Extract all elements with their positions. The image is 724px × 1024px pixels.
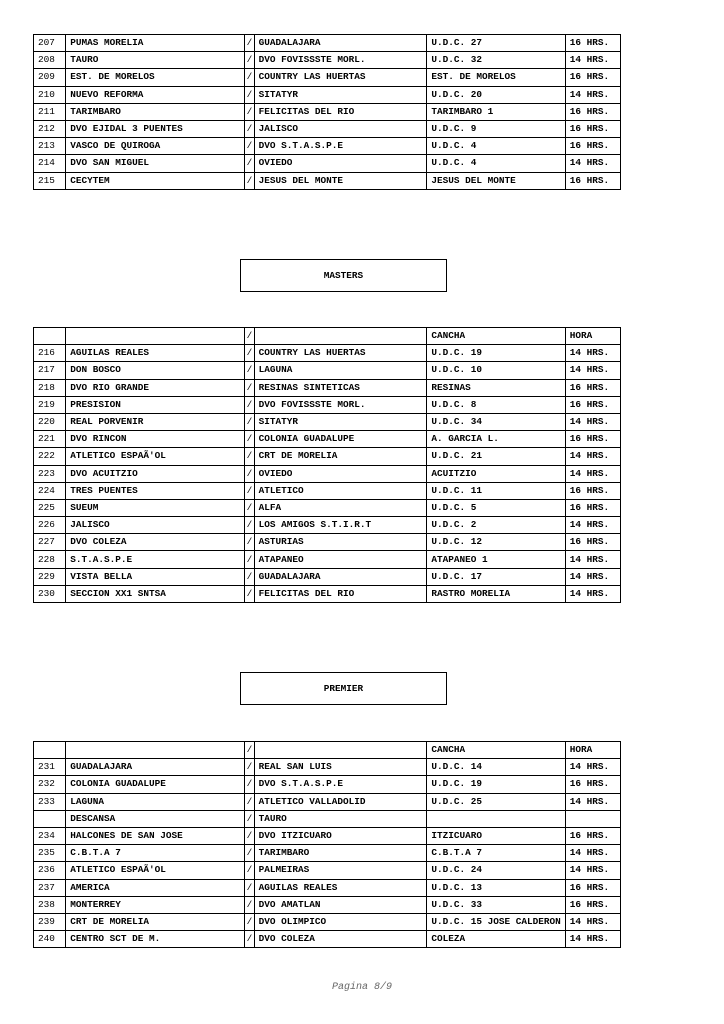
away-team-cell: DVO ITZICUARO xyxy=(254,827,427,844)
time-cell: 14 HRS. xyxy=(565,845,620,862)
venue-cell: U.D.C. 19 xyxy=(427,776,565,793)
home-team-cell: NUEVO REFORMA xyxy=(66,86,245,103)
time-cell: 14 HRS. xyxy=(565,759,620,776)
time-cell: 14 HRS. xyxy=(565,551,620,568)
home-team-cell: HALCONES DE SAN JOSE xyxy=(66,827,245,844)
match-number-cell: 211 xyxy=(34,103,66,120)
separator-cell: / xyxy=(245,913,254,930)
match-number-cell: 219 xyxy=(34,396,66,413)
home-team-cell: VASCO DE QUIROGA xyxy=(66,138,245,155)
separator-cell: / xyxy=(245,120,254,137)
home-team-cell: CRT DE MORELIA xyxy=(66,913,245,930)
home-team-cell: DVO RINCON xyxy=(66,431,245,448)
home-team-cell: COLONIA GUADALUPE xyxy=(66,776,245,793)
home-team-cell: DVO ACUITZIO xyxy=(66,465,245,482)
table-header-row xyxy=(34,742,621,759)
time-cell: 14 HRS. xyxy=(565,517,620,534)
time-cell: 14 HRS. xyxy=(565,362,620,379)
header-home-team-cell xyxy=(66,742,245,759)
time-cell: 16 HRS. xyxy=(565,69,620,86)
time-cell: 16 HRS. xyxy=(565,396,620,413)
table-row xyxy=(34,120,621,137)
time-cell: 14 HRS. xyxy=(565,86,620,103)
home-team-cell: AGUILAS REALES xyxy=(66,345,245,362)
separator-cell: / xyxy=(245,138,254,155)
header-match-number-cell xyxy=(34,742,66,759)
away-team-cell: LOS AMIGOS S.T.I.R.T xyxy=(254,517,427,534)
away-team-cell: TAURO xyxy=(254,810,427,827)
separator-cell: / xyxy=(245,362,254,379)
separator-cell: / xyxy=(245,793,254,810)
home-team-cell: CENTRO SCT DE M. xyxy=(66,931,245,948)
home-team-cell: VISTA BELLA xyxy=(66,568,245,585)
separator-cell: / xyxy=(245,759,254,776)
table-row xyxy=(34,86,621,103)
separator-cell: / xyxy=(245,862,254,879)
separator-cell: / xyxy=(245,431,254,448)
table-row xyxy=(34,879,621,896)
venue-cell: U.D.C. 12 xyxy=(427,534,565,551)
separator-cell: / xyxy=(245,517,254,534)
away-team-cell: COLONIA GUADALUPE xyxy=(254,431,427,448)
separator-cell: / xyxy=(245,172,254,189)
venue-cell: U.D.C. 25 xyxy=(427,793,565,810)
time-cell: 16 HRS. xyxy=(565,827,620,844)
table-row xyxy=(34,776,621,793)
away-team-cell: SITATYR xyxy=(254,86,427,103)
home-team-cell: AMERICA xyxy=(66,879,245,896)
header-venue-cell: CANCHA xyxy=(427,742,565,759)
header-match-number-cell xyxy=(34,328,66,345)
match-number-cell: 224 xyxy=(34,482,66,499)
header-time-cell: HORA xyxy=(565,328,620,345)
venue-cell xyxy=(427,810,565,827)
away-team-cell: DVO OLIMPICO xyxy=(254,913,427,930)
match-number-cell: 231 xyxy=(34,759,66,776)
time-cell: 16 HRS. xyxy=(565,482,620,499)
venue-cell: TARIMBARO 1 xyxy=(427,103,565,120)
away-team-cell: REAL SAN LUIS xyxy=(254,759,427,776)
table-row xyxy=(34,499,621,516)
separator-cell: / xyxy=(245,585,254,602)
table-row xyxy=(34,413,621,430)
match-number-cell: 236 xyxy=(34,862,66,879)
header-time-cell: HORA xyxy=(565,742,620,759)
table-row xyxy=(34,759,621,776)
home-team-cell: EST. DE MORELOS xyxy=(66,69,245,86)
separator-cell: / xyxy=(245,482,254,499)
time-cell: 16 HRS. xyxy=(565,379,620,396)
match-number-cell: 233 xyxy=(34,793,66,810)
home-team-cell: GUADALAJARA xyxy=(66,759,245,776)
separator-cell: / xyxy=(245,896,254,913)
table-row xyxy=(34,585,621,602)
home-team-cell: DVO SAN MIGUEL xyxy=(66,155,245,172)
table-row xyxy=(34,138,621,155)
away-team-cell: LAGUNA xyxy=(254,362,427,379)
away-team-cell: OVIEDO xyxy=(254,465,427,482)
away-team-cell: DVO FOVISSSTE MORL. xyxy=(254,52,427,69)
separator-cell: / xyxy=(245,879,254,896)
venue-cell: U.D.C. 24 xyxy=(427,862,565,879)
away-team-cell: CRT DE MORELIA xyxy=(254,448,427,465)
table-row xyxy=(34,931,621,948)
table-row xyxy=(34,534,621,551)
venue-cell: U.D.C. 32 xyxy=(427,52,565,69)
match-number-cell: 232 xyxy=(34,776,66,793)
match-number-cell: 209 xyxy=(34,69,66,86)
away-team-cell: ATAPANEO xyxy=(254,551,427,568)
match-number-cell: 237 xyxy=(34,879,66,896)
section-title-premier: PREMIER xyxy=(240,672,447,705)
table-row xyxy=(34,913,621,930)
match-number-cell: 216 xyxy=(34,345,66,362)
away-team-cell: ALFA xyxy=(254,499,427,516)
time-cell: 14 HRS. xyxy=(565,448,620,465)
table-row xyxy=(34,35,621,52)
separator-cell: / xyxy=(245,413,254,430)
table-row xyxy=(34,345,621,362)
table-row xyxy=(34,52,621,69)
home-team-cell: LAGUNA xyxy=(66,793,245,810)
venue-cell: C.B.T.A 7 xyxy=(427,845,565,862)
header-separator-cell: / xyxy=(245,742,254,759)
separator-cell: / xyxy=(245,810,254,827)
time-cell: 16 HRS. xyxy=(565,35,620,52)
table-row xyxy=(34,845,621,862)
table-header-row xyxy=(34,328,621,345)
header-away-team-cell xyxy=(254,328,427,345)
table-row xyxy=(34,431,621,448)
separator-cell: / xyxy=(245,568,254,585)
separator-cell: / xyxy=(245,396,254,413)
time-cell: 14 HRS. xyxy=(565,862,620,879)
match-number-cell: 235 xyxy=(34,845,66,862)
match-number-cell: 238 xyxy=(34,896,66,913)
match-number-cell: 221 xyxy=(34,431,66,448)
separator-cell: / xyxy=(245,551,254,568)
match-number-cell: 207 xyxy=(34,35,66,52)
venue-cell: U.D.C. 11 xyxy=(427,482,565,499)
separator-cell: / xyxy=(245,379,254,396)
time-cell: 14 HRS. xyxy=(565,931,620,948)
home-team-cell: MONTERREY xyxy=(66,896,245,913)
away-team-cell: DVO S.T.A.S.P.E xyxy=(254,138,427,155)
match-number-cell: 240 xyxy=(34,931,66,948)
separator-cell: / xyxy=(245,534,254,551)
time-cell: 14 HRS. xyxy=(565,52,620,69)
separator-cell: / xyxy=(245,776,254,793)
separator-cell: / xyxy=(245,69,254,86)
venue-cell: U.D.C. 14 xyxy=(427,759,565,776)
away-team-cell: TARIMBARO xyxy=(254,845,427,862)
time-cell: 14 HRS. xyxy=(565,913,620,930)
match-number-cell: 212 xyxy=(34,120,66,137)
away-team-cell: ATLETICO xyxy=(254,482,427,499)
match-number-cell: 222 xyxy=(34,448,66,465)
page-number: Pagina 8/9 xyxy=(331,982,392,993)
away-team-cell: OVIEDO xyxy=(254,155,427,172)
time-cell: 16 HRS. xyxy=(565,534,620,551)
away-team-cell: DVO AMATLAN xyxy=(254,896,427,913)
table-row xyxy=(34,896,621,913)
venue-cell: U.D.C. 10 xyxy=(427,362,565,379)
header-separator-cell: / xyxy=(245,328,254,345)
table-row xyxy=(34,448,621,465)
away-team-cell: RESINAS SINTETICAS xyxy=(254,379,427,396)
venue-cell: U.D.C. 34 xyxy=(427,413,565,430)
venue-cell: U.D.C. 20 xyxy=(427,86,565,103)
match-number-cell: 229 xyxy=(34,568,66,585)
match-number-cell: 223 xyxy=(34,465,66,482)
match-number-cell: 228 xyxy=(34,551,66,568)
section-title-masters: MASTERS xyxy=(240,259,447,292)
home-team-cell: JALISCO xyxy=(66,517,245,534)
separator-cell: / xyxy=(245,35,254,52)
away-team-cell: COUNTRY LAS HUERTAS xyxy=(254,345,427,362)
time-cell xyxy=(565,810,620,827)
away-team-cell: FELICITAS DEL RIO xyxy=(254,103,427,120)
venue-cell: U.D.C. 2 xyxy=(427,517,565,534)
home-team-cell: DVO COLEZA xyxy=(66,534,245,551)
venue-cell: U.D.C. 4 xyxy=(427,155,565,172)
match-number-cell xyxy=(34,810,66,827)
match-number-cell: 227 xyxy=(34,534,66,551)
venue-cell: U.D.C. 8 xyxy=(427,396,565,413)
match-number-cell: 213 xyxy=(34,138,66,155)
table-row xyxy=(34,827,621,844)
home-team-cell: PRESISION xyxy=(66,396,245,413)
header-home-team-cell xyxy=(66,328,245,345)
time-cell: 16 HRS. xyxy=(565,103,620,120)
away-team-cell: ASTURIAS xyxy=(254,534,427,551)
table-row xyxy=(34,517,621,534)
home-team-cell: DESCANSA xyxy=(66,810,245,827)
away-team-cell: ATLETICO VALLADOLID xyxy=(254,793,427,810)
separator-cell: / xyxy=(245,465,254,482)
time-cell: 16 HRS. xyxy=(565,120,620,137)
table-row xyxy=(34,568,621,585)
venue-cell: U.D.C. 27 xyxy=(427,35,565,52)
away-team-cell: JALISCO xyxy=(254,120,427,137)
table-row xyxy=(34,810,621,827)
time-cell: 16 HRS. xyxy=(565,896,620,913)
table-row xyxy=(34,155,621,172)
match-number-cell: 226 xyxy=(34,517,66,534)
time-cell: 14 HRS. xyxy=(565,793,620,810)
venue-cell: U.D.C. 19 xyxy=(427,345,565,362)
venue-cell: JESUS DEL MONTE xyxy=(427,172,565,189)
time-cell: 16 HRS. xyxy=(565,431,620,448)
table-row xyxy=(34,362,621,379)
time-cell: 14 HRS. xyxy=(565,413,620,430)
match-number-cell: 230 xyxy=(34,585,66,602)
separator-cell: / xyxy=(245,86,254,103)
venue-cell: U.D.C. 13 xyxy=(427,879,565,896)
venue-cell: RASTRO MORELIA xyxy=(427,585,565,602)
header-away-team-cell xyxy=(254,742,427,759)
match-number-cell: 218 xyxy=(34,379,66,396)
schedule-table-masters xyxy=(33,327,621,603)
time-cell: 14 HRS. xyxy=(565,465,620,482)
home-team-cell: PUMAS MORELIA xyxy=(66,35,245,52)
table-row xyxy=(34,379,621,396)
table-row xyxy=(34,103,621,120)
venue-cell: U.D.C. 15 JOSE CALDERON xyxy=(427,913,565,930)
time-cell: 14 HRS. xyxy=(565,345,620,362)
match-number-cell: 215 xyxy=(34,172,66,189)
away-team-cell: DVO S.T.A.S.P.E xyxy=(254,776,427,793)
home-team-cell: TARIMBARO xyxy=(66,103,245,120)
venue-cell: ACUITZIO xyxy=(427,465,565,482)
match-number-cell: 208 xyxy=(34,52,66,69)
away-team-cell: FELICITAS DEL RIO xyxy=(254,585,427,602)
away-team-cell: DVO FOVISSSTE MORL. xyxy=(254,396,427,413)
away-team-cell: SITATYR xyxy=(254,413,427,430)
time-cell: 16 HRS. xyxy=(565,776,620,793)
home-team-cell: ATLETICO ESPAÃ'OL xyxy=(66,448,245,465)
venue-cell: U.D.C. 33 xyxy=(427,896,565,913)
home-team-cell: S.T.A.S.P.E xyxy=(66,551,245,568)
separator-cell: / xyxy=(245,52,254,69)
venue-cell: ATAPANEO 1 xyxy=(427,551,565,568)
home-team-cell: TRES PUENTES xyxy=(66,482,245,499)
separator-cell: / xyxy=(245,845,254,862)
table-row xyxy=(34,172,621,189)
match-number-cell: 217 xyxy=(34,362,66,379)
separator-cell: / xyxy=(245,155,254,172)
home-team-cell: DON BOSCO xyxy=(66,362,245,379)
away-team-cell: PALMEIRAS xyxy=(254,862,427,879)
away-team-cell: COUNTRY LAS HUERTAS xyxy=(254,69,427,86)
away-team-cell: GUADALAJARA xyxy=(254,568,427,585)
away-team-cell: AGUILAS REALES xyxy=(254,879,427,896)
table-row xyxy=(34,793,621,810)
schedule-table-block1 xyxy=(33,34,621,190)
time-cell: 14 HRS. xyxy=(565,585,620,602)
table-row xyxy=(34,396,621,413)
table-row xyxy=(34,551,621,568)
home-team-cell: DVO EJIDAL 3 PUENTES xyxy=(66,120,245,137)
match-number-cell: 239 xyxy=(34,913,66,930)
away-team-cell: GUADALAJARA xyxy=(254,35,427,52)
separator-cell: / xyxy=(245,448,254,465)
home-team-cell: C.B.T.A 7 xyxy=(66,845,245,862)
table-row xyxy=(34,482,621,499)
venue-cell: U.D.C. 17 xyxy=(427,568,565,585)
header-venue-cell: CANCHA xyxy=(427,328,565,345)
table-row xyxy=(34,862,621,879)
home-team-cell: REAL PORVENIR xyxy=(66,413,245,430)
separator-cell: / xyxy=(245,345,254,362)
venue-cell: ITZICUARO xyxy=(427,827,565,844)
home-team-cell: DVO RIO GRANDE xyxy=(66,379,245,396)
match-number-cell: 210 xyxy=(34,86,66,103)
match-number-cell: 220 xyxy=(34,413,66,430)
separator-cell: / xyxy=(245,103,254,120)
home-team-cell: ATLETICO ESPAÃ'OL xyxy=(66,862,245,879)
separator-cell: / xyxy=(245,931,254,948)
home-team-cell: TAURO xyxy=(66,52,245,69)
venue-cell: COLEZA xyxy=(427,931,565,948)
table-row xyxy=(34,69,621,86)
venue-cell: U.D.C. 5 xyxy=(427,499,565,516)
venue-cell: EST. DE MORELOS xyxy=(427,69,565,86)
time-cell: 16 HRS. xyxy=(565,879,620,896)
match-number-cell: 214 xyxy=(34,155,66,172)
away-team-cell: DVO COLEZA xyxy=(254,931,427,948)
venue-cell: U.D.C. 21 xyxy=(427,448,565,465)
schedule-table-premier xyxy=(33,741,621,948)
time-cell: 14 HRS. xyxy=(565,568,620,585)
time-cell: 16 HRS. xyxy=(565,499,620,516)
venue-cell: A. GARCIA L. xyxy=(427,431,565,448)
venue-cell: U.D.C. 9 xyxy=(427,120,565,137)
home-team-cell: CECYTEM xyxy=(66,172,245,189)
separator-cell: / xyxy=(245,827,254,844)
match-number-cell: 225 xyxy=(34,499,66,516)
away-team-cell: JESUS DEL MONTE xyxy=(254,172,427,189)
time-cell: 16 HRS. xyxy=(565,138,620,155)
match-number-cell: 234 xyxy=(34,827,66,844)
table-row xyxy=(34,465,621,482)
venue-cell: RESINAS xyxy=(427,379,565,396)
separator-cell: / xyxy=(245,499,254,516)
venue-cell: U.D.C. 4 xyxy=(427,138,565,155)
home-team-cell: SUEUM xyxy=(66,499,245,516)
time-cell: 16 HRS. xyxy=(565,172,620,189)
home-team-cell: SECCION XX1 SNTSA xyxy=(66,585,245,602)
time-cell: 14 HRS. xyxy=(565,155,620,172)
